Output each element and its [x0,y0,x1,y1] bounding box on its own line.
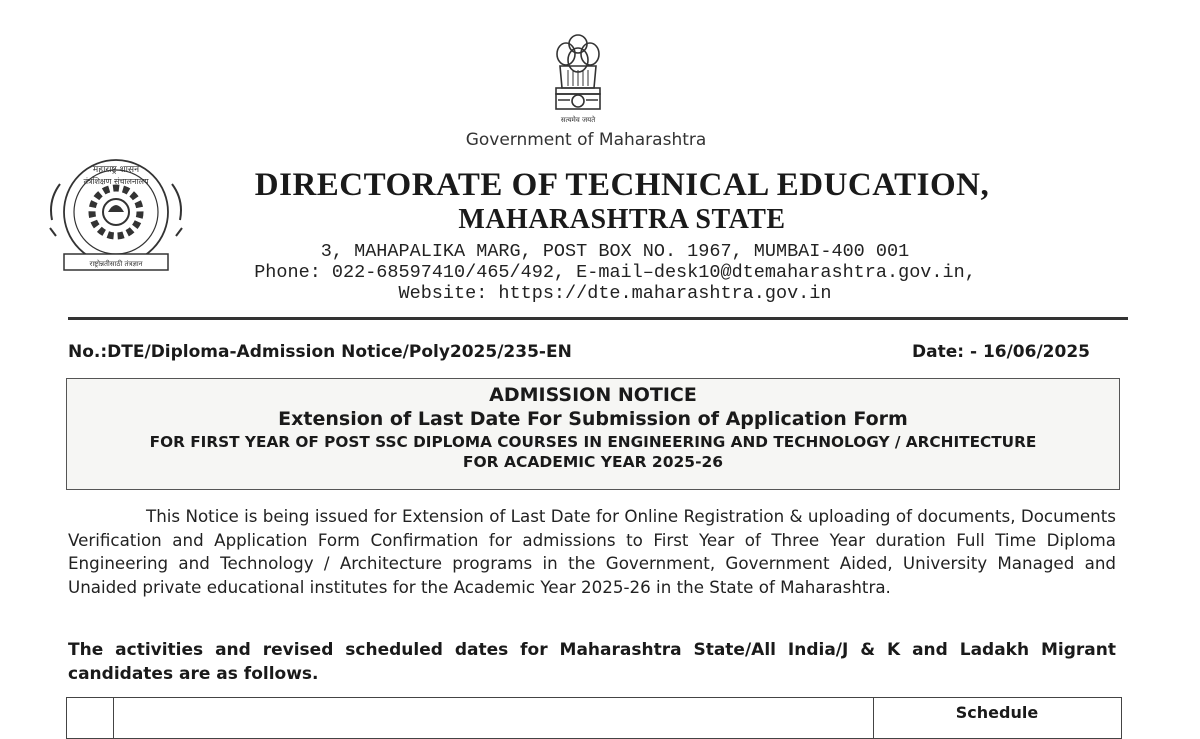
national-emblem-icon [548,30,608,128]
emblem-motto: सत्यमेव जयते [560,116,596,124]
logo-text-bottom: राष्ट्रोन्नतीसाठी तंत्रज्ञान [89,260,143,268]
directorate-subtitle: MAHARASHTRA STATE [458,204,786,235]
notice-paragraph [68,505,1116,599]
notice-academic-year: FOR ACADEMIC YEAR 2025-26 [462,453,724,471]
website-line: Website: https://dte.maharashtra.gov.in [398,283,832,304]
notice-date: Date: - 16/06/2025 [912,342,1090,362]
schedule-column-header: Schedule [955,703,1039,722]
logo-text-mid: तंत्रशिक्षण संचालनालय [83,177,149,186]
activities-heading: The activities and revised scheduled dates for Maharashtra State/All India/J & K and Ladakh Migrant candidates are as follows. [68,640,1116,684]
directorate-title: DIRECTORATE OF TECHNICAL EDUCATION, [254,167,990,203]
logo-text-top: महाराष्ट्र शासन [92,165,140,175]
address-line: 3, MAHAPALIKA MARG, POST BOX NO. 1967, MUMBAI-400 001 [320,241,910,262]
notice-title: ADMISSION NOTICE [489,384,697,406]
government-label: Government of Maharashtra [465,130,707,150]
table-column-divider [113,698,114,738]
notice-courses: FOR FIRST YEAR OF POST SSC DIPLOMA COURSES IN ENGINEERING AND TECHNOLOGY / ARCHITECTURE [149,433,1037,451]
schedule-table [66,697,1122,739]
header-divider [68,317,1128,320]
notice-subtitle: Extension of Last Date For Submission of Application Form [278,408,908,430]
reference-number: No.:DTE/Diploma-Admission Notice/Poly2025/235-EN [68,342,572,362]
notice-paragraph-text: This Notice is being issued for Extension of Last Date for Online Registration & uploading of documents, Documents Verification and Application Form Confirmation for admissions to First Year of Three Year duration Full Time Diploma Engineering and Technology / Architecture programs in the Government, Government Aided, University Managed and Unaided private educational institutes for the Academic Year 2025-26 in the State of Maharashtra. [68,506,1116,597]
notice-title-box [66,378,1120,490]
contact-line: Phone: 022-68597410/465/492, E-mail–desk10@dtemaharashtra.gov.in, [254,262,976,283]
